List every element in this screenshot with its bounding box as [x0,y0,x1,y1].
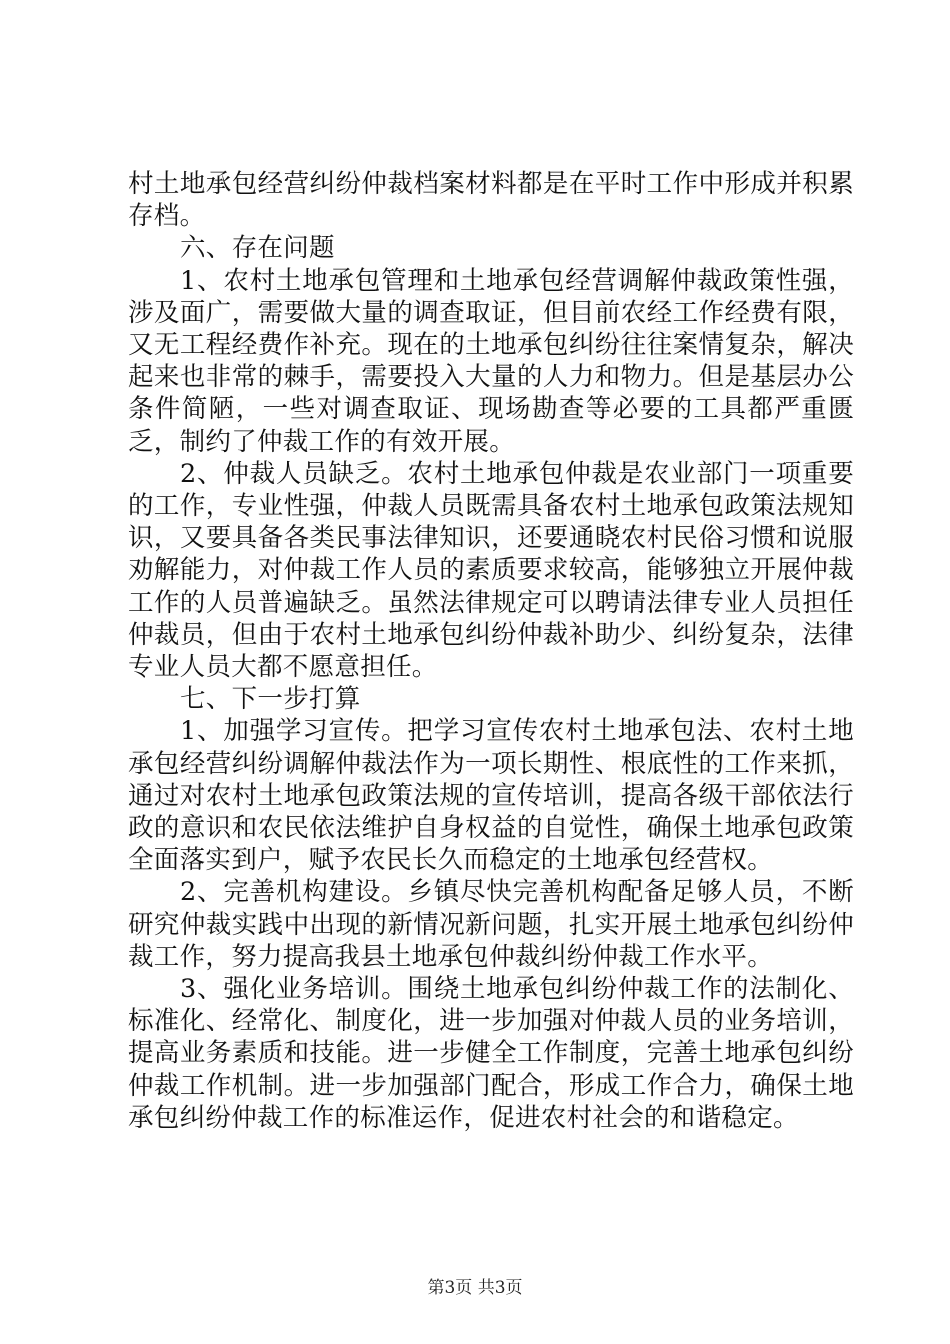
paragraph-problem-1: 1、农村土地承包管理和土地承包经营调解仲裁政策性强，涉及面广，需要做大量的调查取证，但目前农经工作经费有限，又无工程经费作补充。现在的土地承包纠纷往往案情复杂，解决起来也非常的棘手，需要投入大量的人力和物力。但是基层办公条件简陋，一些对调查取证、现场勘查等必要的工具都严重匮乏，制约了仲裁工作的有效开展。 [128,265,854,457]
page-footer: 第3页 共3页 [427,1278,523,1298]
section-heading-next-steps: 七、下一步打算 [180,684,361,715]
paragraph-problem-2: 2、仲裁人员缺乏。农村土地承包仲裁是农业部门一项重要的工作，专业性强，仲裁人员既需具备农村土地承包政策法规知识，又要具备各类民事法律知识，还要通晓农村民俗习惯和说服劝解能力，对仲裁工作人员的素质要求较高，能够独立开展仲裁工作的人员普遍缺乏。虽然法律规定可以聘请法律专业人员担任仲裁员，但由于农村土地承包纠纷仲裁补助少、纠纷复杂，法律专业人员大都不愿意担任。 [128,458,854,683]
paragraph-continuation: 村土地承包经营纠纷仲裁档案材料都是在平时工作中形成并积累存档。 [128,169,854,232]
document-body [128,168,854,1134]
paragraph-plan-1: 1、加强学习宣传。把学习宣传农村土地承包法、农村土地承包经营纠纷调解仲裁法作为一项长期性、根底性的工作来抓，通过对农村土地承包政策法规的宣传培训，提高各级干部依法行政的意识和农民依法维护自身权益的自觉性，确保土地承包政策全面落实到户，赋予农民长久而稳定的土地承包经营权。 [128,716,854,876]
paragraph-plan-2: 2、完善机构建设。乡镇尽快完善机构配备足够人员，不断研究仲裁实践中出现的新情况新问题，扎实开展土地承包纠纷仲裁工作，努力提高我县土地承包仲裁纠纷仲裁工作水平。 [128,877,854,972]
paragraph-plan-3: 3、强化业务培训。围绕土地承包纠纷仲裁工作的法制化、标准化、经常化、制度化，进一步加强对仲裁人员的业务培训，提高业务素质和技能。进一步健全工作制度，完善土地承包纠纷仲裁工作机制。进一步加强部门配合，形成工作合力，确保土地承包纠纷仲裁工作的标准运作，促进农村社会的和谐稳定。 [128,974,854,1133]
section-heading-problems: 六、存在问题 [180,233,335,264]
